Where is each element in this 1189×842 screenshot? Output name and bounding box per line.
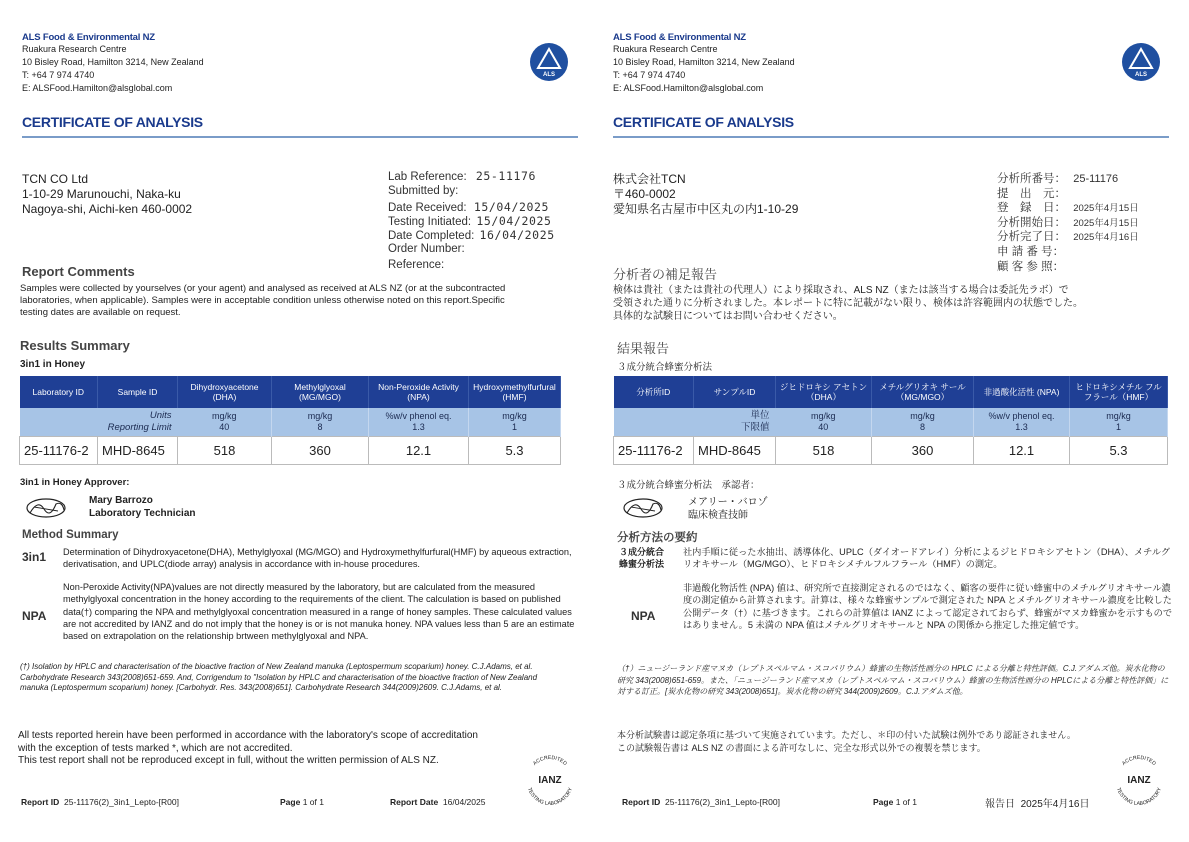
footer-page-ja: Page 1 of 1 bbox=[873, 797, 917, 807]
col-lab-id-ja: 分析所ID bbox=[614, 376, 694, 408]
svg-text:ALS: ALS bbox=[1135, 72, 1147, 78]
ref-date-received: Date Received: 15/04/2025 bbox=[388, 200, 550, 214]
cell-dha: 518 bbox=[178, 436, 272, 464]
japanese-certificate bbox=[595, 0, 1189, 842]
ianz-accreditation-icon bbox=[519, 749, 581, 811]
svg-text:ACCREDITED: ACCREDITED bbox=[532, 754, 568, 767]
svg-text:ACCREDITED: ACCREDITED bbox=[1121, 754, 1157, 767]
method-text-npa-ja: 非過酸化物活性 (NPA) 値は、研究所で直接測定されるのではなく、顧客の要件に従い蜂蜜中のメチルグリオキサール濃度の測定値から計算されます。計算は、様々な蜂蜜サンプルで測定された NPA とメチルグリオキサール濃度を比較した公開データ（†）に基づきます。これらの計算値は IANZ によって認定されておらず、蜂蜜がマヌカ蜂蜜かを示すものではありません。5 未満の NPA 値はメチルグリオキサールと NPA の関係から推定した推定値です。 bbox=[683, 583, 1173, 630]
ref-lab-reference: Lab Reference: 25-11176 bbox=[388, 169, 537, 183]
svg-text:IANZ: IANZ bbox=[538, 775, 562, 786]
cell-sample-id-ja: MHD-8645 bbox=[694, 436, 776, 464]
cell-hmf: 5.3 bbox=[469, 436, 561, 464]
ref-date-received-ja: 登 録 日： 2025年4月15日 bbox=[997, 202, 1139, 214]
ref-submitted-by-ja: 提 出 元： bbox=[997, 188, 1066, 200]
units-dha-ja: mg/kg 40 bbox=[776, 408, 872, 436]
cell-lab-id-ja: 25-11176-2 bbox=[614, 436, 694, 464]
english-certificate bbox=[0, 0, 594, 842]
col-lab-id: Laboratory ID bbox=[20, 376, 98, 408]
ianz-accreditation-icon-ja bbox=[1108, 749, 1170, 811]
signature-icon bbox=[24, 495, 68, 521]
col-dha-ja: ジヒドロキシ アセトン（DHA） bbox=[776, 376, 872, 408]
method-summary-heading: Method Summary bbox=[22, 529, 119, 541]
table-row bbox=[20, 436, 561, 464]
col-mgo-ja: メチルグリオキ サール（MG/MGO） bbox=[872, 376, 974, 408]
ref-reference-ja: 顧 客 参 照： bbox=[997, 261, 1065, 273]
col-dha: Dihydroxyacetone (DHA) bbox=[178, 376, 272, 408]
col-hmf: Hydroxymethylfurfural (HMF) bbox=[469, 376, 561, 408]
report-comments-heading: Report Comments bbox=[22, 264, 135, 279]
lab-address-ja: Ruakura Research Centre 10 Bisley Road, Hamilton 3214, New Zealand T: +64 7 974 4740 E: ALSFood.Hamilton@alsglobal.com bbox=[613, 44, 795, 93]
footer-report-date-ja: 報告日 2025年4月16日 bbox=[985, 799, 1090, 810]
cell-sample-id: MHD-8645 bbox=[98, 436, 178, 464]
cell-dha-ja: 518 bbox=[776, 436, 872, 464]
units-dha: mg/kg 40 bbox=[178, 408, 272, 436]
svg-text:IANZ: IANZ bbox=[1127, 775, 1151, 786]
col-npa-ja: 非過酸化活性 (NPA) bbox=[974, 376, 1070, 408]
title-rule bbox=[22, 136, 578, 138]
ref-testing-initiated-ja: 分析開始日： 2025年4月15日 bbox=[997, 217, 1139, 229]
units-hmf: mg/kg 1 bbox=[469, 408, 561, 436]
title-rule-ja bbox=[613, 136, 1169, 138]
report-comments-heading-ja: 分析者の補足報告 bbox=[613, 267, 718, 282]
ref-order-number-ja: 申 請 番 号： bbox=[997, 246, 1065, 258]
client-address: TCN CO Ltd 1-10-29 Marunouchi, Naka-ku Nagoya-shi, Aichi-ken 460-0002 bbox=[22, 172, 193, 216]
lab-address: Ruakura Research Centre 10 Bisley Road, Hamilton 3214, New Zealand T: +64 7 974 4740 E: ALSFood.Hamilton@alsglobal.com bbox=[22, 44, 204, 93]
report-comments-text-ja: 検体は貴社（または貴社の代理人）により採取され、ALS NZ（または該当する場合は委託先ラボ）で 受領された通りに分析されました。本レポートに特に記載がない限り、検体は許容範囲内の状態でした。 具体的な試験日についてはお問い合わせください。 bbox=[613, 285, 1083, 322]
cell-mgo: 360 bbox=[272, 436, 369, 464]
method-code-3in1-ja: ３成分統合 蜂蜜分析法 bbox=[619, 547, 665, 569]
footnote: (†) Isolation by HPLC and characterisation of the bioactive fraction of New Zealand manuka (Leptospermum scoparium) honey. C.J.Adams, et al. Carbohydrate Research 343(2008)651-659. And, Corrigendum to "Isolation by HPLC and characterisation of the bioactive fraction of New Zealand manuka (Leptospermum scoparium) honey. [Carbohydr. Res. 343(2008)651]. Carbohydrate Research 344(2009)2609. C.J.Adams, et al. bbox=[20, 662, 538, 692]
table-header-row-ja bbox=[614, 376, 1168, 408]
ref-lab-reference-ja: 分析所番号： 25-11176 bbox=[997, 173, 1119, 185]
als-logo-icon-ja bbox=[1121, 42, 1161, 82]
ref-order-number: Order Number: bbox=[388, 243, 465, 255]
results-table-ja bbox=[613, 376, 1168, 465]
table-units-row bbox=[20, 408, 561, 436]
method-text-3in1: Determination of Dihydroxyacetone(DHA), Methylglyoxal (MG/MGO) and Hydroxymethylfurfural(HMF) by aqueous extraction, derivatisation, and UPLC(diode array) analysis in accordance with in-house procedures. bbox=[63, 547, 572, 570]
col-mgo: Methylglyoxal (MG/MGO) bbox=[272, 376, 369, 408]
als-logo-icon bbox=[529, 42, 569, 82]
disclaimer: All tests reported herein have been performed in accordance with the laboratory's scope of accreditation with the exception of tests marked *, which are not accredited. This test report shall not be reproduced except in full, without the written permission of ALS NZ. bbox=[18, 730, 478, 766]
method-code-3in1: 3in1 bbox=[22, 550, 47, 564]
method-text-3in1-ja: 社内手順に従った水抽出、誘導体化、UPLC（ダイオードアレイ）分析によるジヒドロキシアセトン（DHA）、メチルグリオキサール（MG/MGO）、ヒドロキシメチルフルフラール（HMF）の測定。 bbox=[683, 547, 1171, 570]
svg-text:TESTING LABORATORY: TESTING LABORATORY bbox=[525, 786, 575, 808]
cell-npa-ja: 12.1 bbox=[974, 436, 1070, 464]
footer-report-id: Report ID 25-11176(2)_3in1_Lepto-[R00] bbox=[21, 797, 179, 807]
report-comments-text: Samples were collected by yourselves (or your agent) and analysed as received at ALS NZ (or at the subcontracted laboratories, when applicable). Samples were in acceptable condition unless otherwise noted on this report.Specific testing dates are available on request. bbox=[20, 283, 506, 318]
method-code-npa-ja: NPA bbox=[631, 609, 656, 623]
ref-reference: Reference: bbox=[388, 259, 445, 271]
approver-heading: 3in1 in Honey Approver: bbox=[20, 477, 130, 488]
disclaimer-ja: 本分析試験書は認定条項に基づいて実施されています。ただし、＊印の付いた試験は例外であり認証されません。 この試験報告書は ALS NZ の書面による許可なしに、完全な形式以外での複製を禁じます。 bbox=[617, 730, 1076, 753]
ref-submitted-by: Submitted by: bbox=[388, 185, 459, 197]
cell-lab-id: 25-11176-2 bbox=[20, 436, 98, 464]
footnote-ja: （†）ニュージーランド産マヌカ（レプトスペルマム・スコパリウム）蜂蜜の生物活性画分の HPLC による分離と特性評価。C.J.アダムズ他。炭水化物の研究 343(2008)651-659。また、「ニュージーランド産マヌカ（レプトスペルマム・スコパリウム）蜂蜜の生物活性画分の HPLCによる分離と特性評価」に対する訂正。[炭水化物の研究 343(2008)651]。炭水化物の研究 344(2009)2609。C.J.アダムズ他。 bbox=[617, 664, 1169, 696]
results-table bbox=[19, 376, 561, 465]
results-summary-heading-ja: 結果報告 bbox=[617, 341, 670, 356]
certificate-title: CERTIFICATE OF ANALYSIS bbox=[22, 114, 203, 130]
results-summary-heading: Results Summary bbox=[20, 338, 130, 353]
lab-name-ja: ALS Food & Environmental NZ bbox=[613, 32, 746, 43]
table-row bbox=[614, 436, 1168, 464]
cell-hmf-ja: 5.3 bbox=[1070, 436, 1168, 464]
col-npa: Non-Peroxide Activity (NPA) bbox=[369, 376, 469, 408]
method-code-npa: NPA bbox=[22, 609, 47, 623]
certificate-title-ja: CERTIFICATE OF ANALYSIS bbox=[613, 114, 794, 130]
lab-name: ALS Food & Environmental NZ bbox=[22, 32, 155, 43]
approver-ja: メアリー・バロゾ 臨床検査技師 bbox=[688, 497, 768, 521]
units-npa: %w/v phenol eq. 1.3 bbox=[369, 408, 469, 436]
results-subheading-ja: ３成分統合蜂蜜分析法 bbox=[617, 362, 713, 373]
col-sample-id: Sample ID bbox=[98, 376, 178, 408]
method-text-npa: Non-Peroxide Activity(NPA)values are not directly measured by the laboratory, but are calculated from the measured methylglyoxal concentration in the honey according to the requirements of the client. The calculation is based on published data(†) comparing the NPA and methylglyoxal concentration measured in a range of honey samples. These calculated values are not accredited by IANZ and do not imply that the honey is or is not manuka honey. NPA values less than 5 are an estimate based on extrapolation on the relationship brtween methylglyoxal and NPA. bbox=[63, 582, 575, 642]
approver-heading-ja: ３成分統合蜂蜜分析法 承認者： bbox=[617, 480, 760, 491]
cell-npa: 12.1 bbox=[369, 436, 469, 464]
results-subheading: 3in1 in Honey bbox=[20, 359, 86, 370]
footer-report-id-ja: Report ID 25-11176(2)_3in1_Lepto-[R00] bbox=[622, 797, 780, 807]
footer-page: Page 1 of 1 bbox=[280, 797, 324, 807]
table-units-row-ja bbox=[614, 408, 1168, 436]
ref-date-completed: Date Completed: 16/04/2025 bbox=[388, 228, 555, 242]
table-header-row bbox=[20, 376, 561, 408]
svg-text:TESTING LABORATORY: TESTING LABORATORY bbox=[1114, 786, 1164, 808]
col-sample-id-ja: サンプルID bbox=[694, 376, 776, 408]
cell-mgo-ja: 360 bbox=[872, 436, 974, 464]
method-summary-heading-ja: 分析方法の要約 bbox=[617, 532, 698, 544]
footer-report-date: Report Date 16/04/2025 bbox=[390, 797, 486, 807]
units-label-cell: Units Reporting Limit bbox=[20, 408, 178, 436]
logo-text: ALS bbox=[543, 72, 555, 78]
ref-testing-initiated: Testing Initiated: 15/04/2025 bbox=[388, 214, 552, 228]
ref-date-completed-ja: 分析完了日： 2025年4月16日 bbox=[997, 231, 1139, 243]
signature-icon-ja bbox=[621, 495, 665, 521]
client-address-ja: 株式会社TCN 〒460-0002 愛知県名古屋市中区丸の内1-10-29 bbox=[613, 172, 799, 216]
units-hmf-ja: mg/kg 1 bbox=[1070, 408, 1168, 436]
units-label-cell-ja: 単位 下限値 bbox=[614, 408, 776, 436]
units-mgo: mg/kg 8 bbox=[272, 408, 369, 436]
units-mgo-ja: mg/kg 8 bbox=[872, 408, 974, 436]
units-npa-ja: %w/v phenol eq. 1.3 bbox=[974, 408, 1070, 436]
approver: Mary Barrozo Laboratory Technician bbox=[89, 495, 196, 519]
col-hmf-ja: ヒドロキシメチル フルフラール（HMF） bbox=[1070, 376, 1168, 408]
